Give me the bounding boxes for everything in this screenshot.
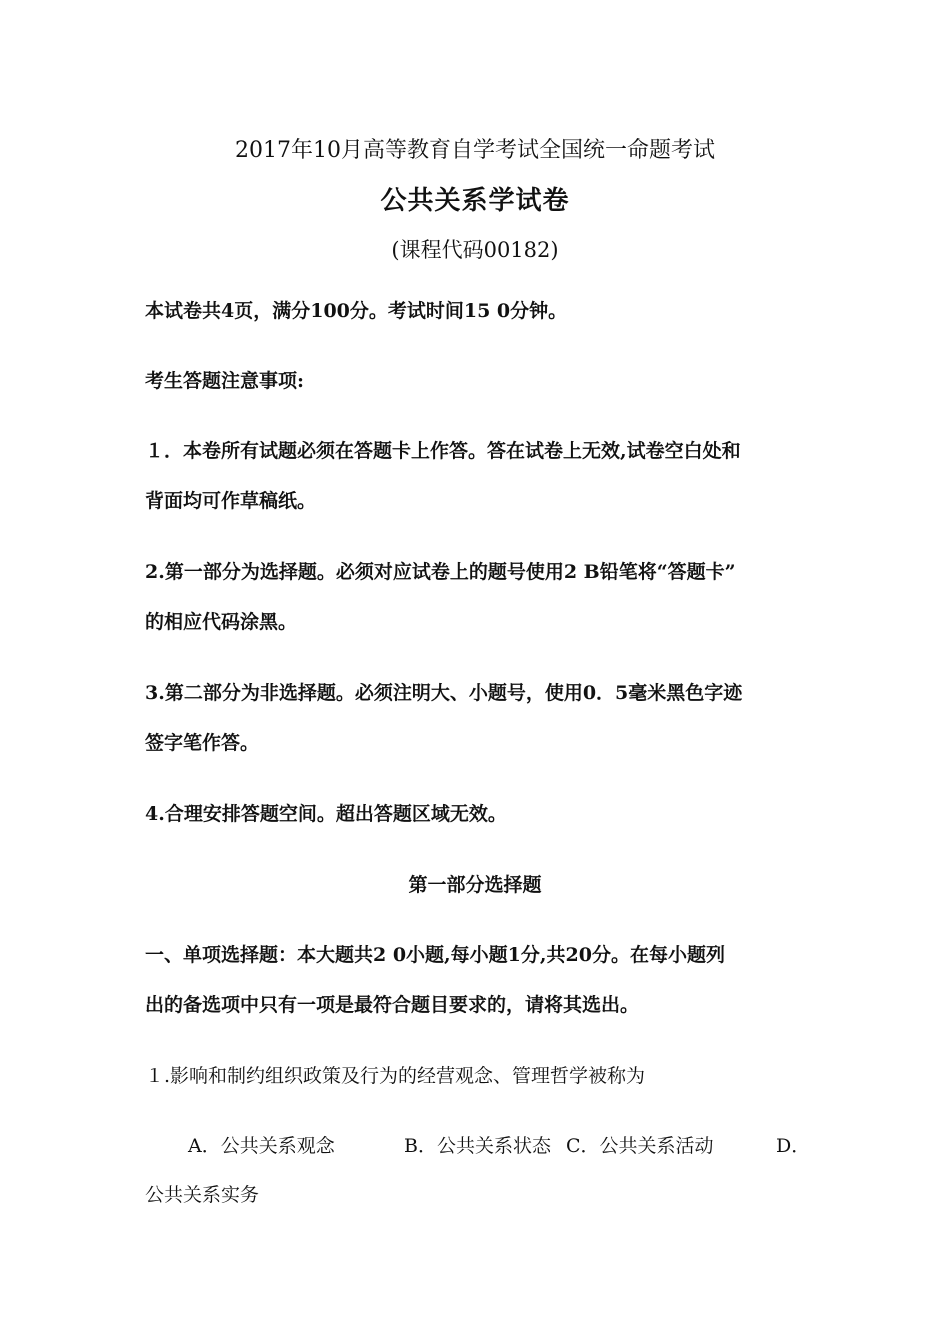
notice-item-2-line-2: 的相应代码涂黑。 xyxy=(145,611,298,633)
question-1-option-b: B．公共关系状态 xyxy=(404,1135,551,1157)
notice-item-2-line-1: 2.第一部分为选择题。必须对应试卷上的题号使用2 B铅笔将“答题卡” xyxy=(145,561,736,583)
paper-summary: 本试卷共4页，满分100分。考试时间15 0分钟。 xyxy=(145,300,568,322)
question-1-option-d-label: D． xyxy=(776,1135,811,1157)
notice-item-4: 4.合理安排答题空间。超出答题区域无效。 xyxy=(145,803,507,825)
section-instructions-line-1: 一、单项选择题：本大题共2 0小题,每小题1分,共20分。在每小题列 xyxy=(145,944,725,966)
question-1-option-c: C．公共关系活动 xyxy=(566,1135,714,1157)
question-1-option-a: A．公共关系观念 xyxy=(188,1135,335,1157)
notice-item-3-line-2: 签字笔作答。 xyxy=(145,732,260,754)
course-code: (课程代码00182) xyxy=(391,238,559,262)
notice-item-1-line-1: １．本卷所有试题必须在答题卡上作答。答在试卷上无效,试卷空白处和 xyxy=(145,440,741,462)
paper-title: 公共关系学试卷 xyxy=(380,186,570,216)
notice-item-3-line-1: 3.第二部分为非选择题。必须注明大、小题号，使用0．5毫米黑色字迹 xyxy=(145,682,743,704)
part-one-heading: 第一部分选择题 xyxy=(408,874,542,896)
exam-title: 2017年10月高等教育自学考试全国统一命题考试 xyxy=(235,138,715,163)
notice-item-1-line-2: 背面均可作草稿纸。 xyxy=(145,490,317,512)
question-1-stem: １.影响和制约组织政策及行为的经营观念、管理哲学被称为 xyxy=(145,1065,646,1087)
section-instructions-line-2: 出的备选项中只有一项是最符合题目要求的，请将其选出。 xyxy=(145,994,640,1016)
notice-heading: 考生答题注意事项: xyxy=(145,370,305,392)
question-1-option-d-text: 公共关系实务 xyxy=(145,1184,260,1206)
